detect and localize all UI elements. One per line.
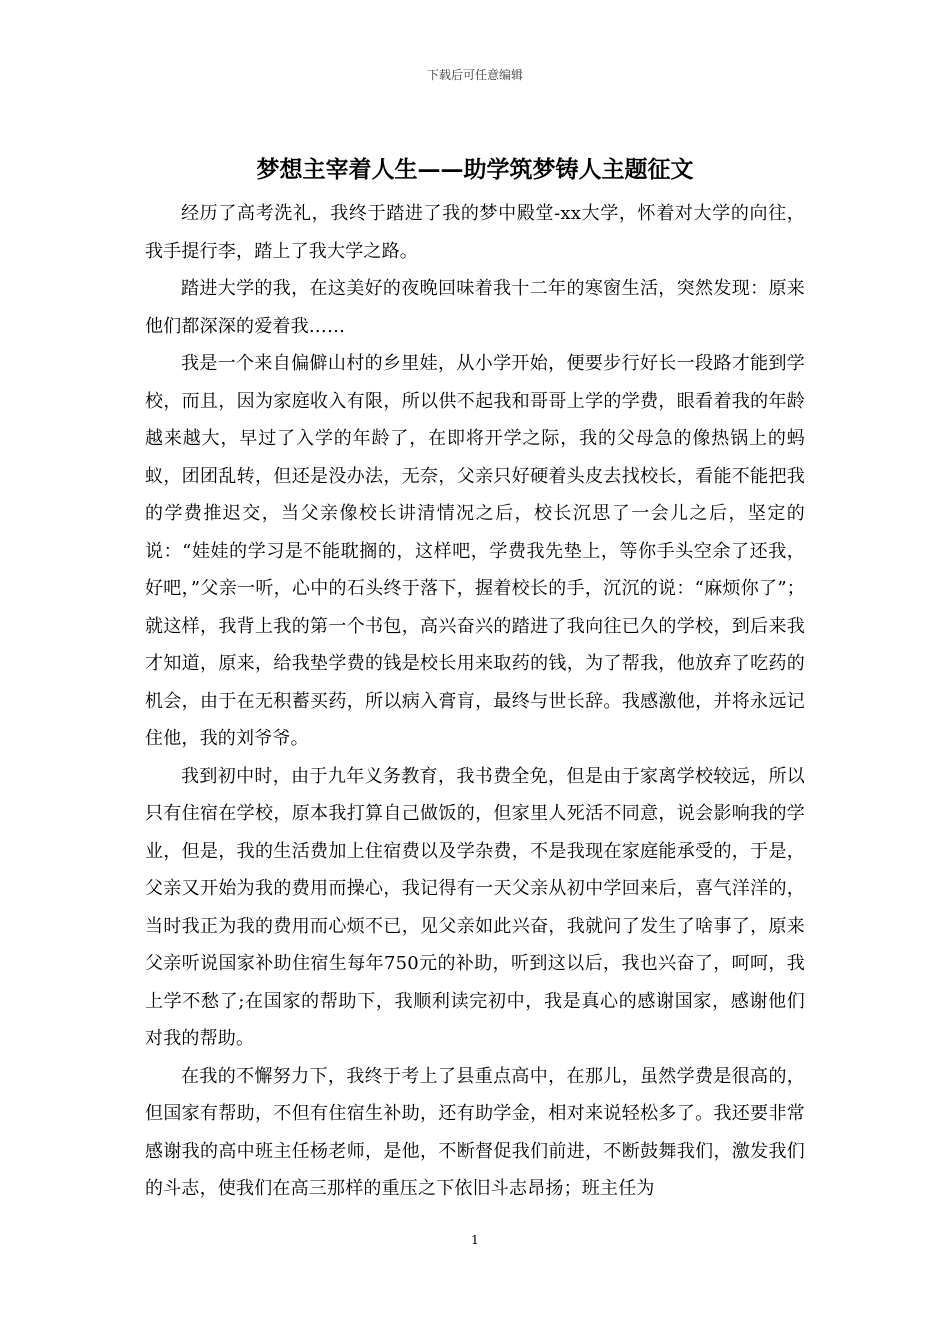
header-note: 下载后可任意编辑 (426, 68, 523, 82)
paragraph: 我是一个来自偏僻山村的乡里娃，从小学开始，便要步行好长一段路才能到学校，而且，因为家庭收入有限，所以供不起我和哥哥上学的学费，眼看着我的年龄越来越大，早过了入学的年龄了，在即将开学之际，我的父母急的像热锅上的蚂蚁，团团乱转，但还是没办法，无奈，父亲只好硬着头皮去找校长，看能不能把我的学费推迟交，当父亲像校长讲清情况之后，校长沉思了一会儿之后，坚定的说：“娃娃的学习是不能耽搁的，这样吧，学费我先垫上，等你手头空余了还我，好吧，”父亲一听，心中的石头终于落下，握着校长的手，沉沉的说：“麻烦你了”；就这样，我背上我的第一个书包，高兴奋兴的踏进了我向往已久的学校，到后来我才知道，原来，给我垫学费的钱是校长用来取药的钱，为了帮我，他放弃了吃药的机会，由于在无积蓄买药，所以病入膏肓，最终与世长辞。我感激他，并将永远记住他，我的刘爷爷。 (145, 353, 805, 749)
document-title: 梦想主宰着人生——助学筑梦铸人主题征文 (256, 156, 694, 183)
page-number: 1 (471, 1233, 479, 1247)
document-body (145, 195, 805, 1208)
paragraph: 在我的不懈努力下，我终于考上了县重点高中，在那儿，虽然学费是很高的，但国家有帮助，不但有住宿生补助，还有助学金，相对来说轻松多了。我还要非常感谢我的高中班主任杨老师，是他，不断督促我们前进，不断鼓舞我们，激发我们的斗志，使我们在高三那样的重压之下依旧斗志昂扬；班主任为 (145, 1065, 805, 1199)
paragraph: 我到初中时，由于九年义务教育，我书费全免，但是由于家离学校较远，所以只有住宿在学校，原本我打算自己做饭的，但家里人死活不同意，说会影响我的学业，但是，我的生活费加上住宿费以及学杂费，不是我现在家庭能承受的，于是，父亲又开始为我的费用而操心，我记得有一天父亲从初中学回来后，喜气洋洋的，当时我正为我的费用而心烦不已，见父亲如此兴奋，我就问了发生了啥事了，原来父亲听说国家补助住宿生每年750元的补助，听到这以后，我也兴奋了，呵呵，我上学不愁了;在国家的帮助下，我顺利读完初中，我是真心的感谢国家，感谢他们对我的帮助。 (145, 765, 805, 1049)
paragraph: 经历了高考洗礼，我终于踏进了我的梦中殿堂-xx大学，怀着对大学的向往，我手提行李，踏上了我大学之路。 (145, 203, 805, 262)
paragraph: 踏进大学的我，在这美好的夜晚回味着我十二年的寒窗生活，突然发现：原来他们都深深的爱着我…… (145, 278, 805, 337)
